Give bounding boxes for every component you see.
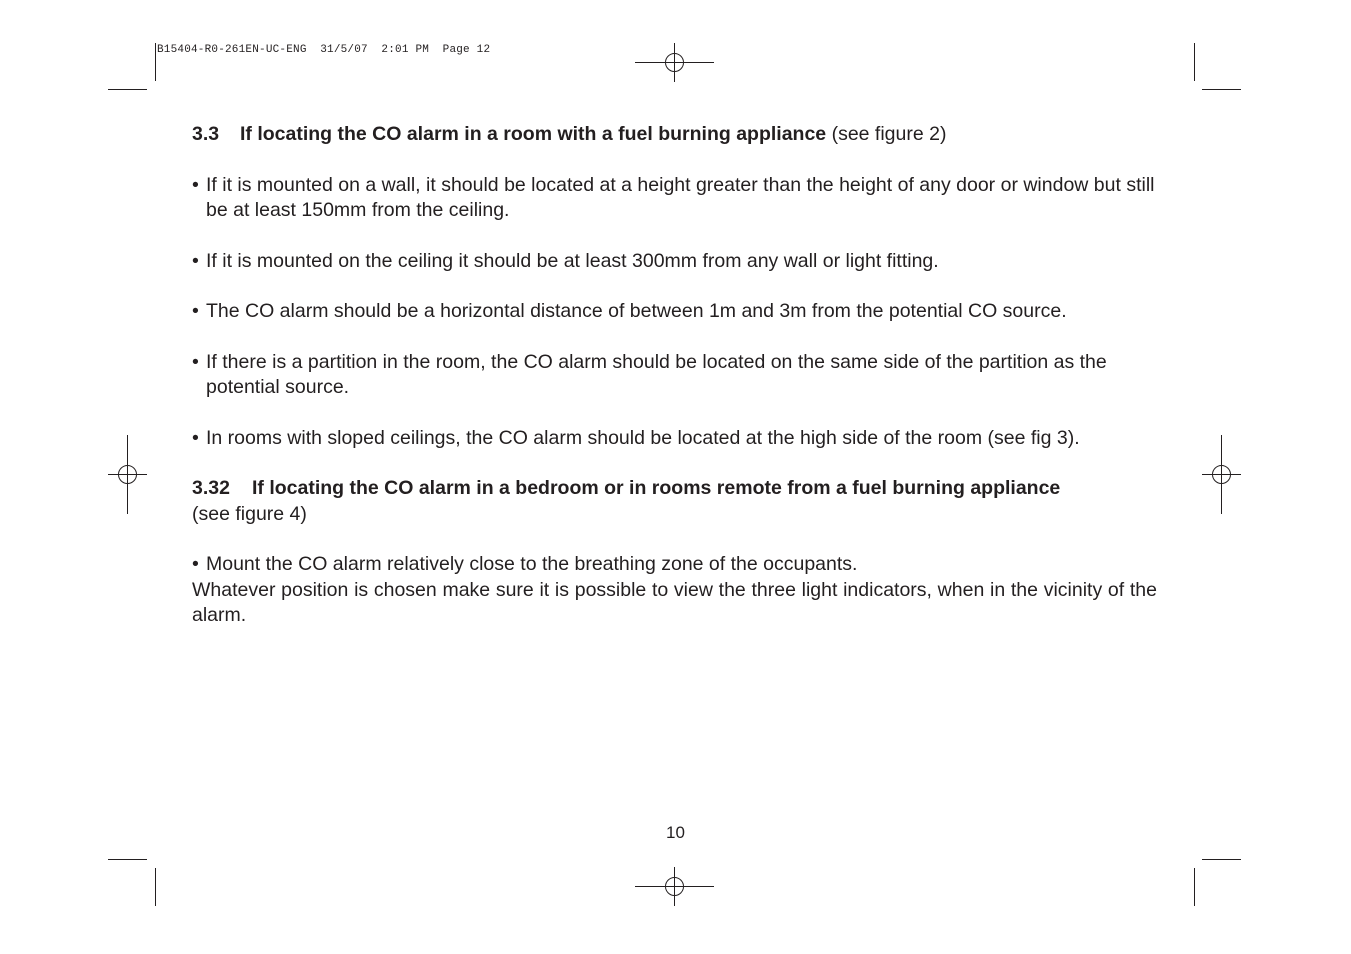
list-item-text: The CO alarm should be a horizontal distance of between 1m and 3m from the potential CO source. (206, 300, 1067, 322)
page-number: 10 (666, 823, 685, 842)
bullet-point: • (192, 173, 199, 196)
list-item-text: Mount the CO alarm relatively close to the breathing zone of the occupants. (206, 553, 858, 575)
list-item (192, 173, 1157, 224)
list-item-text: In rooms with sloped ceilings, the CO alarm should be located at the high side of the room (see fig 3). (206, 426, 1080, 449)
list-item (192, 350, 1157, 401)
bullet-point: • (192, 553, 199, 575)
registration-mark-bottom (635, 867, 714, 906)
list-item (192, 249, 1157, 275)
document-body (192, 122, 1157, 629)
bullet-point: • (192, 300, 199, 322)
list-item (192, 552, 1157, 578)
figure-reference: (see figure 4) (192, 502, 307, 525)
bullet-point: • (192, 249, 199, 272)
section-title: If locating the CO alarm in a room with a fuel burning appliance (240, 123, 827, 145)
list-item (192, 299, 1157, 325)
registration-mark-top (635, 43, 714, 82)
registration-mark-right (1202, 435, 1241, 514)
list-item-text: If there is a partition in the room, the CO alarm should be located on the same side of the partition as the potential source. (206, 350, 1107, 398)
figure-reference: (see figure 2) (831, 123, 947, 145)
section-title: If locating the CO alarm in a bedroom or in rooms remote from a fuel burning appliance (252, 477, 1061, 499)
body-paragraph: Whatever position is chosen make sure it is possible to view the three light indicators, when in the vicinity of the alarm. (192, 578, 1157, 626)
section-number: 3.3 (192, 123, 220, 145)
list-item (192, 426, 1157, 452)
section-number: 3.32 (192, 477, 230, 499)
bullet-point: • (192, 350, 199, 373)
registration-mark-left (108, 435, 147, 514)
section-heading-3-3 (192, 122, 1157, 148)
section-heading-3-32 (192, 476, 1157, 527)
print-slug: B15404-R0-261EN-UC-ENG 31/5/07 2:01 PM Page 12 (157, 44, 491, 56)
bullet-point: • (192, 426, 199, 449)
list-item-text: If it is mounted on the ceiling it should be at least 300mm from any wall or light fitting. (206, 249, 939, 272)
list-item-text: If it is mounted on a wall, it should be located at a height greater than the height of any door or window but still be at least 150mm from the ceiling. (206, 173, 1155, 221)
